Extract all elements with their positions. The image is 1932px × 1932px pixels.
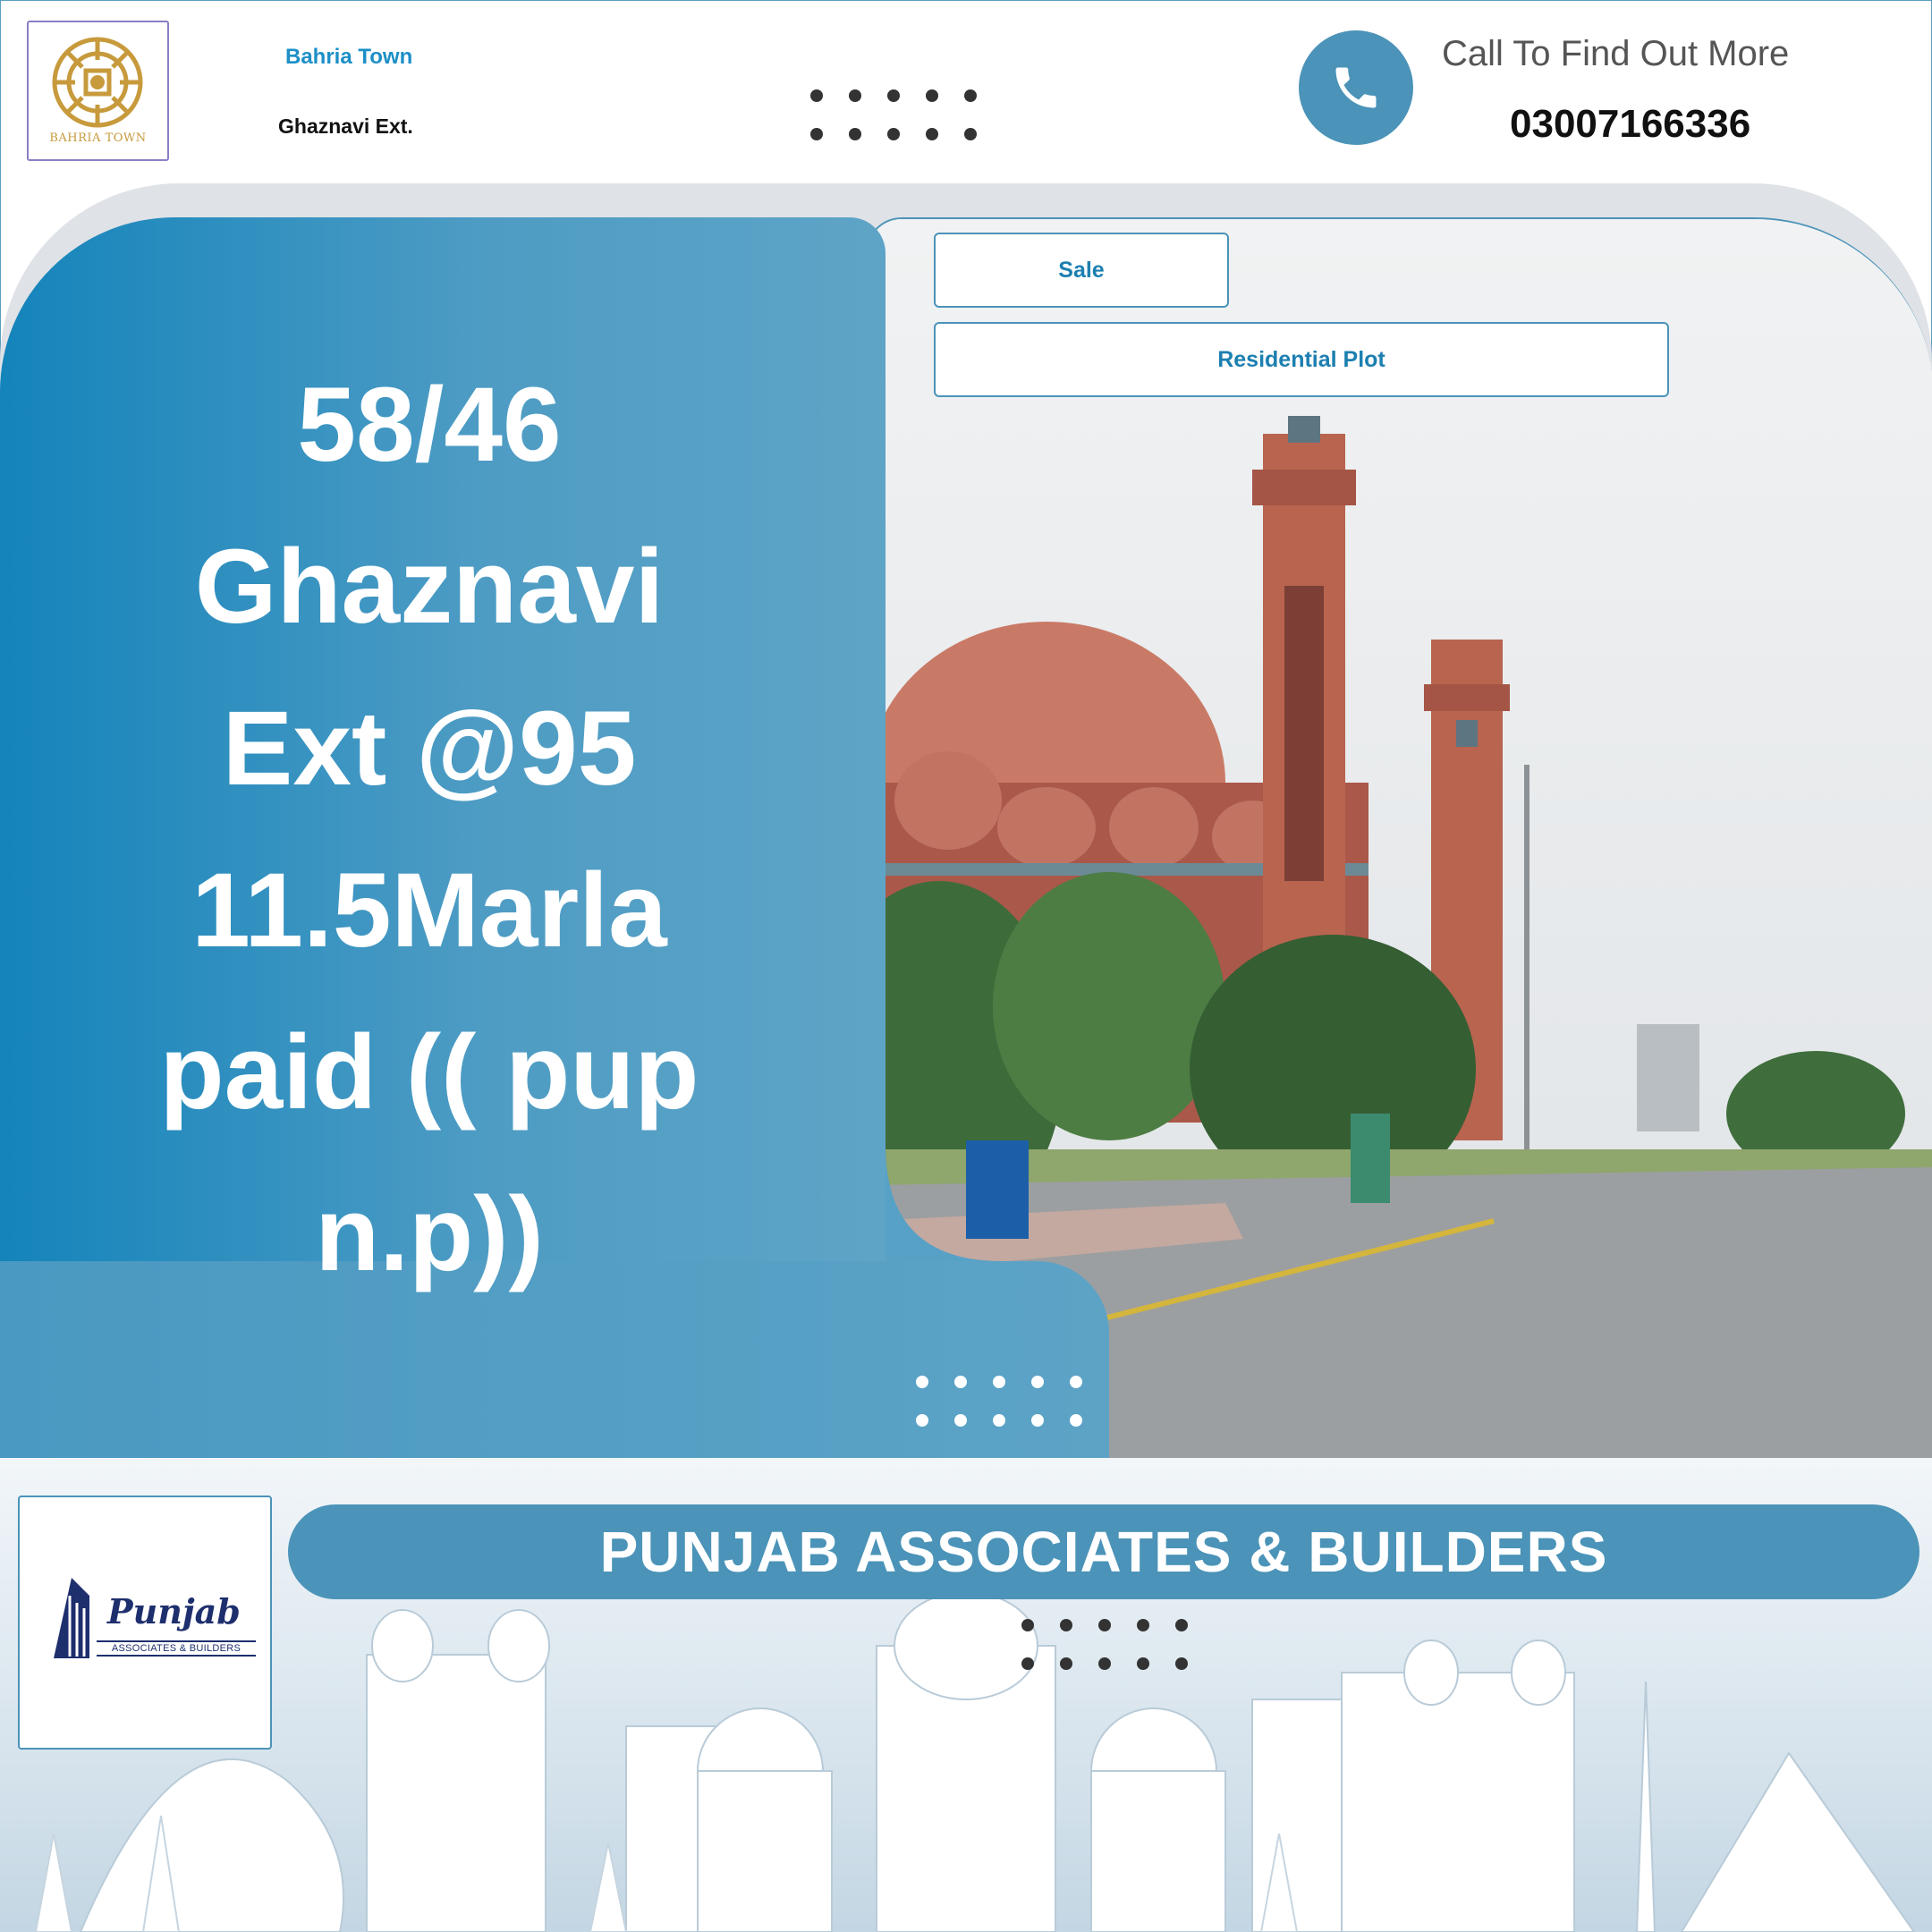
dot [993,1414,1005,1427]
listing-headline [0,344,859,1316]
dot [1137,1619,1149,1631]
punjab-associates-logo [18,1496,272,1750]
decorative-dots-top [810,89,977,140]
dot [964,128,977,140]
headline-line: paid (( pup [159,1013,699,1131]
city-skyline-illustration [0,1547,1932,1932]
logo-caption: BAHRIA TOWN [49,131,147,145]
dot [1031,1376,1044,1388]
dot [1070,1376,1082,1388]
card-corner-fill [886,1145,1109,1261]
dot [887,128,900,140]
decorative-dots-footer [1021,1619,1188,1670]
call-to-action-text: Call To Find Out More [1442,34,1790,73]
project-name: Ghaznavi Ext. [278,114,413,138]
dot [849,89,861,102]
headline-line: n.p)) [315,1175,544,1293]
dot [916,1414,928,1427]
phone-icon [1329,61,1383,114]
dot [926,128,938,140]
punjab-logo-subtitle: ASSOCIATES & BUILDERS [97,1640,256,1657]
dot [1060,1657,1072,1670]
punjab-logo-name: Punjab [107,1591,241,1631]
dot [849,128,861,140]
dot [954,1376,967,1388]
dot [1060,1619,1072,1631]
dot [916,1376,928,1388]
purpose-tag: Sale [934,233,1229,308]
dot [1021,1619,1034,1631]
property-type-tag: Residential Plot [934,322,1669,397]
dot [1070,1414,1082,1427]
headline-line: 11.5Marla [191,852,667,970]
dot [1098,1619,1111,1631]
dot [926,89,938,102]
bahria-town-logo [27,21,169,161]
phone-number[interactable]: 03007166336 [1510,102,1751,146]
headline-line: 58/46 [297,366,562,484]
dot [810,89,823,102]
dot [954,1414,967,1427]
headline-line: Ext @95 [222,690,637,808]
brand-name: Bahria Town [285,45,413,69]
dot [993,1376,1005,1388]
dot [1031,1414,1044,1427]
dot [1175,1657,1188,1670]
headline-line: Ghaznavi [194,528,665,646]
dot [1021,1657,1034,1670]
dot [810,128,823,140]
decorative-dots-card [916,1376,1082,1427]
dot [887,89,900,102]
call-button[interactable] [1299,30,1413,145]
dot [1175,1619,1188,1631]
company-name-banner: PUNJAB ASSOCIATES & BUILDERS [288,1504,1919,1599]
dot [964,89,977,102]
bahria-town-emblem-icon [48,33,147,131]
dot [1098,1657,1111,1670]
dot [1137,1657,1149,1670]
